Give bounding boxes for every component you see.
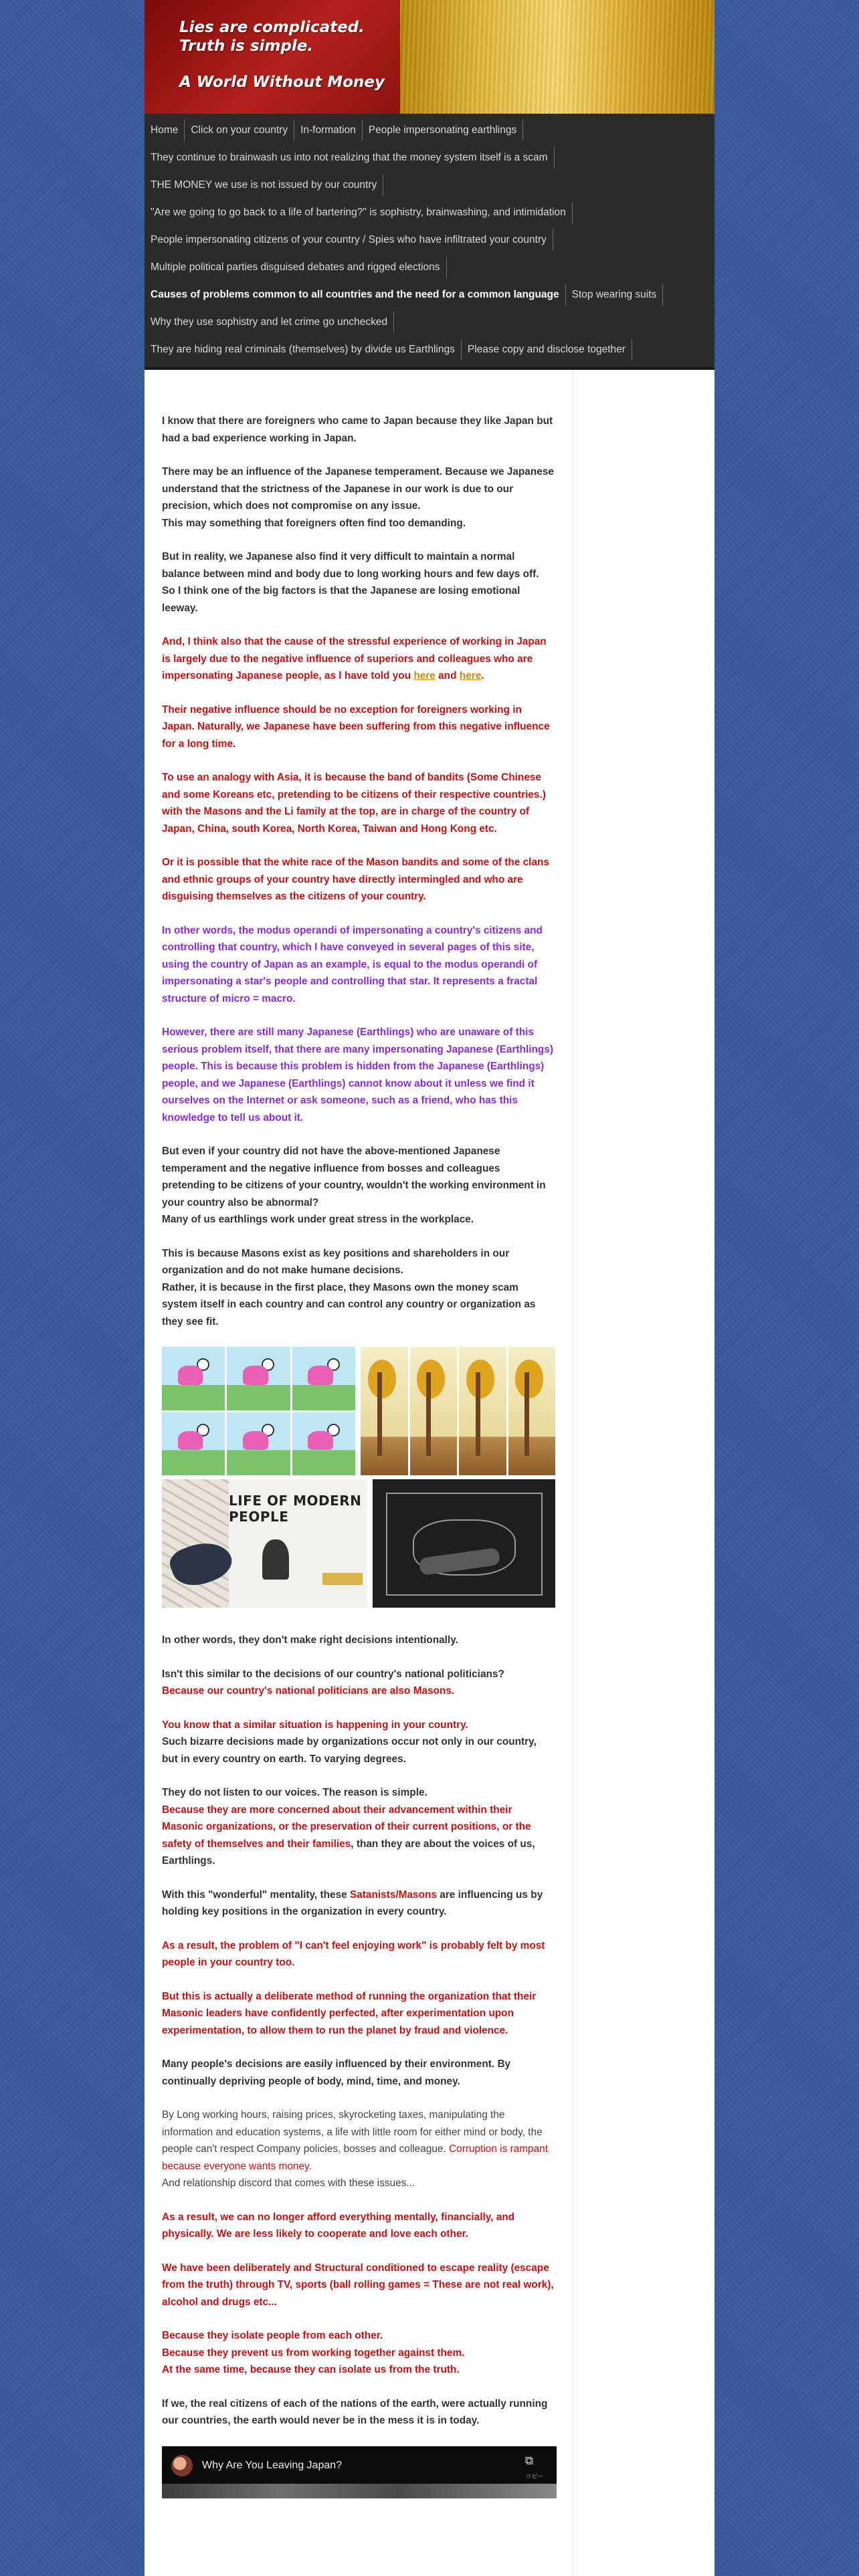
paragraph-text: At the same time, because they can isolate us from the truth. [162,2364,460,2375]
main-navigation [145,114,714,370]
paragraph: Many people's decisions are easily influenced by their environment. By continually depriving people of body, mind, time, and money. [162,2058,511,2087]
nav-row [145,281,714,308]
header-line-1: Lies are complicated. [179,19,365,36]
nav-row [145,253,714,281]
running-man-graphic [262,1539,289,1580]
cracked-ground-graphic [162,1479,229,1608]
article-content [145,370,573,2498]
paragraph-plain [162,2107,555,2192]
paragraph-text: Such bizarre decisions made by organizations occur not only in our country, but in every country on earth. To varying degrees. [162,1736,537,1765]
paragraph: In other words, they don't make right decisions intentionally. [162,1634,458,1646]
paragraph: But even if your country did not have the above-mentioned Japanese temperament and the negative influence from bosses and colleagues pretending to be citizens of your country, wouldn't the working environment in your country also be abnormal? Many of us earthlings work under great stress in the workplace. [162,1146,546,1225]
main-layout [145,370,714,2576]
paragraph-text: and [435,670,460,681]
chalkboard-image [373,1479,555,1608]
here-link-2[interactable]: here [459,670,482,681]
paragraph: This is because Masons exist as key positions and shareholders in our organization and do not make humane decisions. Rather, it is because in the first place, they Masons own the money scam system itself in each country and can control any country or organization as they see fit. [162,1247,536,1327]
channel-avatar[interactable] [171,2455,193,2476]
page [145,0,714,2576]
cartoon-image-tree-cutting [361,1347,555,1475]
nav-row [145,308,714,336]
paragraph-text: With this "wonderful" mentality, these [162,1889,350,1901]
paragraph-text-red: Corruption is rampant because everyone wants money. [162,2143,549,2172]
paragraph-text: Because they isolate people from each other. [162,2330,383,2341]
nav-row [145,144,714,171]
image-caption-text: LIFE OF MODERN PEOPLE [229,1493,362,1525]
paragraph: There may be an influence of the Japanese temperament. Because we Japanese understand that the strictness of the Japanese in our work is due to our precision, which does not compromise on any issue. This may something that foreigners often find too demanding. [162,466,554,529]
nav-item[interactable]: "Are we going to go back to a life of bartering?" is sophistry, brainwashing, and intimidation [145,202,573,223]
nav-item[interactable]: Multiple political parties disguised debates and rigged elections [145,257,447,278]
nav-item[interactable]: Click on your country [185,120,294,141]
paragraph [162,1717,555,1768]
paragraph [162,1887,555,1921]
life-of-modern-people-image [162,1479,367,1608]
nav-item[interactable]: People impersonating earthlings [363,120,523,141]
header-gold-panel [400,0,714,114]
nav-row [145,199,714,226]
paragraph-text: are influencing us by holding key positions in the organization in every country. [162,1889,543,1917]
paragraph-text: , than they are about the voices of us, Earthlings. [162,1838,535,1866]
paragraph: If we, the real citizens of each of the nations of the earth, were actually running our countries, the earth would never be in the mess it is in today. [162,2397,548,2426]
site-header [145,0,714,114]
nav-row [145,336,714,363]
paragraph-highlight [162,2327,555,2379]
nav-item[interactable]: In-formation [294,120,363,141]
video-title[interactable]: Why Are You Leaving Japan? [202,2459,343,2471]
paragraph-purple: In other words, the modus operandi of impersonating a country's citizens and controlling that country, which I have conveyed in several pages of this site, using the country of Japan as an example, is equal to the modus operandi of impersonating a star's people and controlling that star. It represents a fractal structure of micro = macro. [162,924,543,1004]
nav-item[interactable]: Home [145,120,185,141]
nav-item[interactable]: People impersonating citizens of your country / Spies who have infiltrated your country [145,229,553,251]
paragraph-highlight [162,633,555,685]
paragraph-text: Isn't this similar to the decisions of our country's national politicians? [162,1668,504,1680]
nav-row [145,116,714,144]
nav-item[interactable]: Please copy and disclose together [462,339,632,360]
paragraph-text: And relationship discord that comes with these issues... [162,2177,415,2189]
paragraph-text: They do not listen to our voices. The reason is simple. [162,1787,427,1798]
paragraph-purple: However, there are still many Japanese (Earthlings) who are unaware of this serious problem itself, that there are many impersonating Japanese (Earthlings) people. This is because this problem is hidden from the Japanese (Earthlings) people, and we Japanese (Earthlings) cannot know about it unless we find it ourselves on the Internet or ask someone, such as a friend, who has this knowledge to tell us about it. [162,1027,554,1123]
paragraph-highlight: We have been deliberately and Structural conditioned to escape reality (escape from the truth) through TV, sports (ball rolling games = These are not real work), alcohol and drugs etc... [162,2262,554,2308]
header-red-panel [145,0,400,114]
paragraph-text-red: Satanists/Masons [349,1889,437,1901]
nav-row [145,171,714,199]
paragraph-text-red: Because our country's national politicians are also Masons. [162,1685,455,1697]
paragraph-highlight: Or it is possible that the white race of the Mason bandits and some of the clans and ethnic groups of your country have directly intermingled and who are disguising themselves as the citizens of your country. [162,857,549,902]
nav-item[interactable]: They continue to brainwash us into not realizing that the money system itself is a scam [145,147,555,169]
header-line-2: Truth is simple. [179,37,314,55]
video-thumbnail[interactable] [162,2484,557,2498]
paragraph-highlight: To use an analogy with Asia, it is because the band of bandits (Some Chinese and some Koreans etc, pretending to be citizens of their respective countries.) with the Masons and the Li family at the top, are in charge of the country of Japan, China, south Korea, North Korea, Taiwan and Hong Kong etc. [162,772,546,835]
nav-item[interactable]: Causes of problems common to all countries and the need for a common language [145,284,566,306]
paragraph-highlight: As a result, we can no longer afford everything mentally, financially, and physically. We are less likely to cooperate and love each other. [162,2211,515,2240]
paragraph-text: . [481,670,484,681]
nav-item[interactable]: They are hiding real criminals (themselves) by divide us Earthlings [145,339,462,360]
image-row-1 [162,1347,555,1475]
paragraph: I know that there are foreigners who came to Japan because they like Japan but had a bad experience working in Japan. [162,415,553,444]
paragraph: But in reality, we Japanese also find it very difficult to maintain a normal balance between mind and body due to long working hours and few days off. So I think one of the big factors is that the Japanese are losing emotional leeway. [162,551,539,614]
nav-item[interactable]: THE MONEY we use is not issued by our country [145,175,383,196]
sidebar [573,370,714,2576]
paragraph [162,1784,555,1870]
site-title[interactable]: A World Without Money [179,74,385,91]
paragraph-text-red: You know that a similar situation is happening in your country. [162,1719,468,1731]
nav-item[interactable]: Stop wearing suits [566,284,664,306]
here-link-1[interactable]: here [413,670,436,681]
youtube-video-embed[interactable] [162,2446,557,2498]
paragraph-text-red: Because they are more concerned about their advancement within their Masonic organizations, or the preservation of their current positions, or the safety of themselves and their families [162,1804,531,1850]
paragraph-highlight: As a result, the problem of "I can't feel enjoying work" is probably felt by most people in your country too. [162,1939,545,1968]
nav-row [145,226,714,253]
paragraph-text: And, I think also that the cause of the stressful experience of working in Japan is largely due to the negative influence of superiors and colleagues who are impersonating Japanese people, as I have told you [162,636,547,681]
paragraph-text: By Long working hours, raising prices, skyrocketing taxes, manipulating the information and education systems, a life with little room for either mind or body, the people can't respect Company policies, bosses and colleague. [162,2109,543,2155]
paragraph [162,1666,555,1700]
paragraph-highlight: But this is actually a deliberate method of running the organization that their Masonic leaders have confidently perfected, after experimentation upon experimentation, to allow them to run the planet by fraud and violence. [162,1990,537,2036]
money-graphic [322,1573,363,1585]
cartoon-image-pink-creature [162,1347,355,1475]
paragraph-highlight: Their negative influence should be no exception for foreigners working in Japan. Naturally, we Japanese have been suffering from this negative influence for a long time. [162,704,550,750]
nav-item[interactable]: Why they use sophistry and let crime go unchecked [145,312,394,333]
image-row-2 [162,1479,555,1608]
copy-link-label: コピー [525,2472,543,2480]
copy-link-icon[interactable]: ⧉ [524,2454,534,2467]
paragraph-text: Because they prevent us from working together against them. [162,2347,465,2359]
